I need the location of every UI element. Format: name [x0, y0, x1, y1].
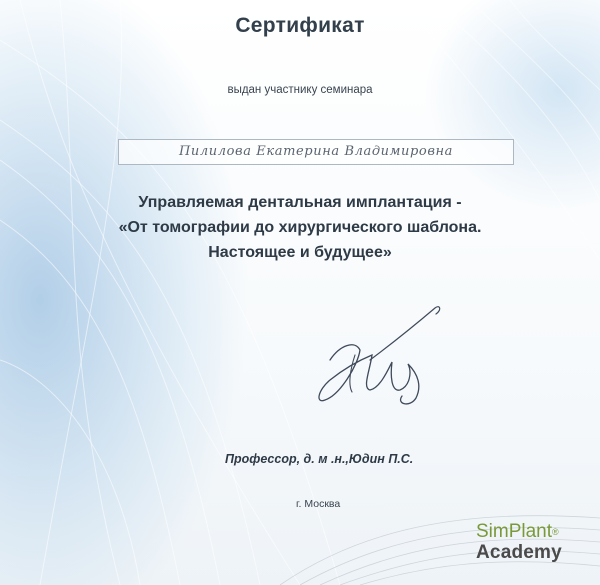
seminar-title-line: Настоящее и будущее»	[208, 244, 392, 261]
city-text: г. Москва	[296, 498, 341, 510]
signature	[300, 300, 460, 410]
seminar-title-line: «От томографии до хирургического шаблона.	[118, 219, 482, 236]
recipient-name: Пилилова Екатерина Владимировна	[178, 144, 454, 159]
signatory-text: Профессор, д. м .н.,Юдин П.С.	[225, 452, 414, 466]
simplant-academy-logo	[476, 522, 592, 564]
issued-to-text: выдан участнику семинара	[227, 84, 373, 96]
logo-brand: SimPlant	[476, 521, 553, 542]
certificate-title: Сертификат	[235, 14, 365, 37]
seminar-title-line: Управляемая дентальная имплантация -	[138, 194, 462, 211]
seminar-title	[0, 190, 600, 265]
logo-line-academy: Academy	[476, 542, 562, 563]
recipient-name-box	[118, 139, 514, 165]
logo-reg-mark: ®	[552, 527, 559, 537]
logo-line-simplant	[476, 522, 592, 542]
